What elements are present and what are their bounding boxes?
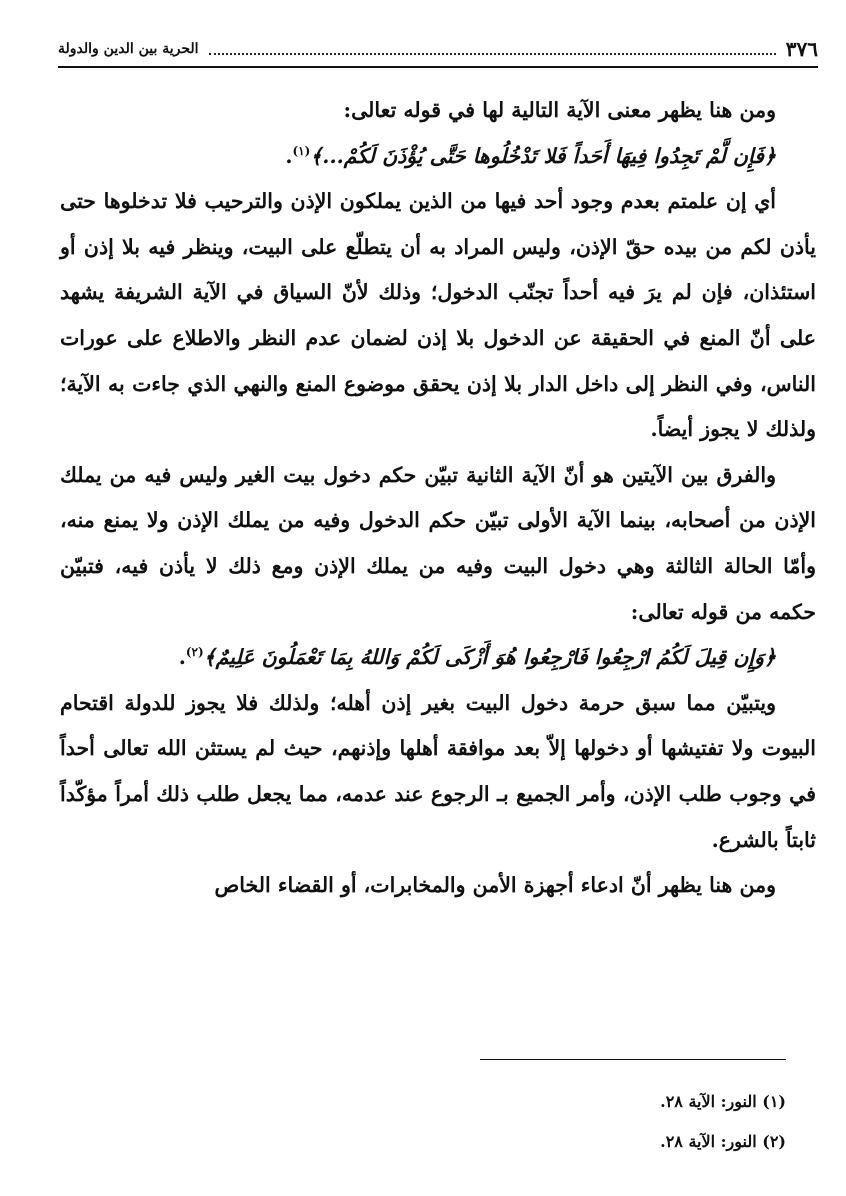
main-text bbox=[60, 88, 816, 909]
paragraph: والفرق بين الآيتين هو أنّ الآية الثانية تبيّن حكم دخول بيت الغير وليس فيه من يملك الإذن من أصحابه، بينما الآية الأولى تبيّن حكم الدخول وفيه من يملك الإذن ولا يمنع منه، وأمّا الحالة الثالثة وهي دخول البيت وفيه من يملك الإذن ومع ذلك لا يأذن فيه، فتبيّن حكمه من قوله تعالى: bbox=[60, 462, 816, 624]
page-number: ٣٧٦ bbox=[785, 37, 818, 61]
footnotes bbox=[660, 1082, 786, 1162]
footnote-1: (١) النور: الآية ٢٨. bbox=[660, 1092, 786, 1111]
paragraph: ويتبيّن مما سبق حرمة دخول البيت بغير إذن أهله؛ ولذلك فلا يجوز للدولة اقتحام البيوت ولا تفتيشها أو دخولها إلاّ بعد موافقة أهلها وإذنهم، حيث لم يستثن الله تعالى أحداً في وجوب طلب الإذن، وأمر الجميع بـ الرجوع عند عدمه، مما يجعل طلب ذلك أمراً مؤكّداً ثابتاً بالشرع. bbox=[60, 690, 816, 852]
paragraph: أي إن علمتم بعدم وجود أحد فيها من الذين يملكون الإذن والترحيب فلا تدخلوها حتى يأذن لكم من بيده حقّ الإذن، وليس المراد به أن يتطلّع على البيت، وينظر فيه بلا إذن أو استئذان، فإن لم يرَ فيه أحداً تجنّب الدخول؛ وذلك لأنّ السياق في الآية الشريفة يشهد على أنّ المنع في الحقيقة عن الدخول بلا إذن لضمان عدم النظر والاطلاع على عورات الناس، وفي النظر إلى داخل الدار بلا إذن يحقق موضوع المنع والنهي الذي جاءت به الآية؛ ولذلك لا يجوز أيضاً. bbox=[60, 189, 816, 442]
verse-end: . bbox=[178, 645, 186, 670]
footnote-separator bbox=[480, 1059, 786, 1060]
footnote-ref-1: (١) bbox=[292, 143, 311, 158]
footnote-ref-2: (٢) bbox=[185, 645, 204, 660]
page-header bbox=[58, 34, 818, 64]
footnote-2: (٢) النور: الآية ٢٨. bbox=[660, 1132, 786, 1151]
verse-text: ﴿وَإِن قِيلَ لَكُمُ ارْجِعُوا فَارْجِعُوا هُوَ أَزْكَى لَكُمْ وَاللهُ بِمَا تَعْمَلُونَ عَلِيمٌ﴾ bbox=[203, 645, 776, 670]
verse-text: ﴿فَإِن لَّمْ تَجِدُوا فِيهَا أَحَداً فَلا تَدْخُلُوها حَتَّى يُؤْذَنَ لَكُمْ...﴾ bbox=[310, 143, 776, 168]
running-title: الحرية بين الدين والدولة bbox=[58, 41, 199, 57]
header-dotted-leader bbox=[209, 43, 776, 55]
paragraph: ومن هنا يظهر أنّ ادعاء أجهزة الأمن والمخابرات، أو القضاء الخاص bbox=[214, 873, 776, 898]
quran-verse-2 bbox=[60, 635, 816, 681]
header-rule bbox=[58, 66, 818, 68]
quran-verse-1 bbox=[60, 134, 816, 180]
paragraph: ومن هنا يظهر معنى الآية التالية لها في قوله تعالى: bbox=[343, 98, 776, 122]
verse-end: . bbox=[285, 143, 293, 168]
